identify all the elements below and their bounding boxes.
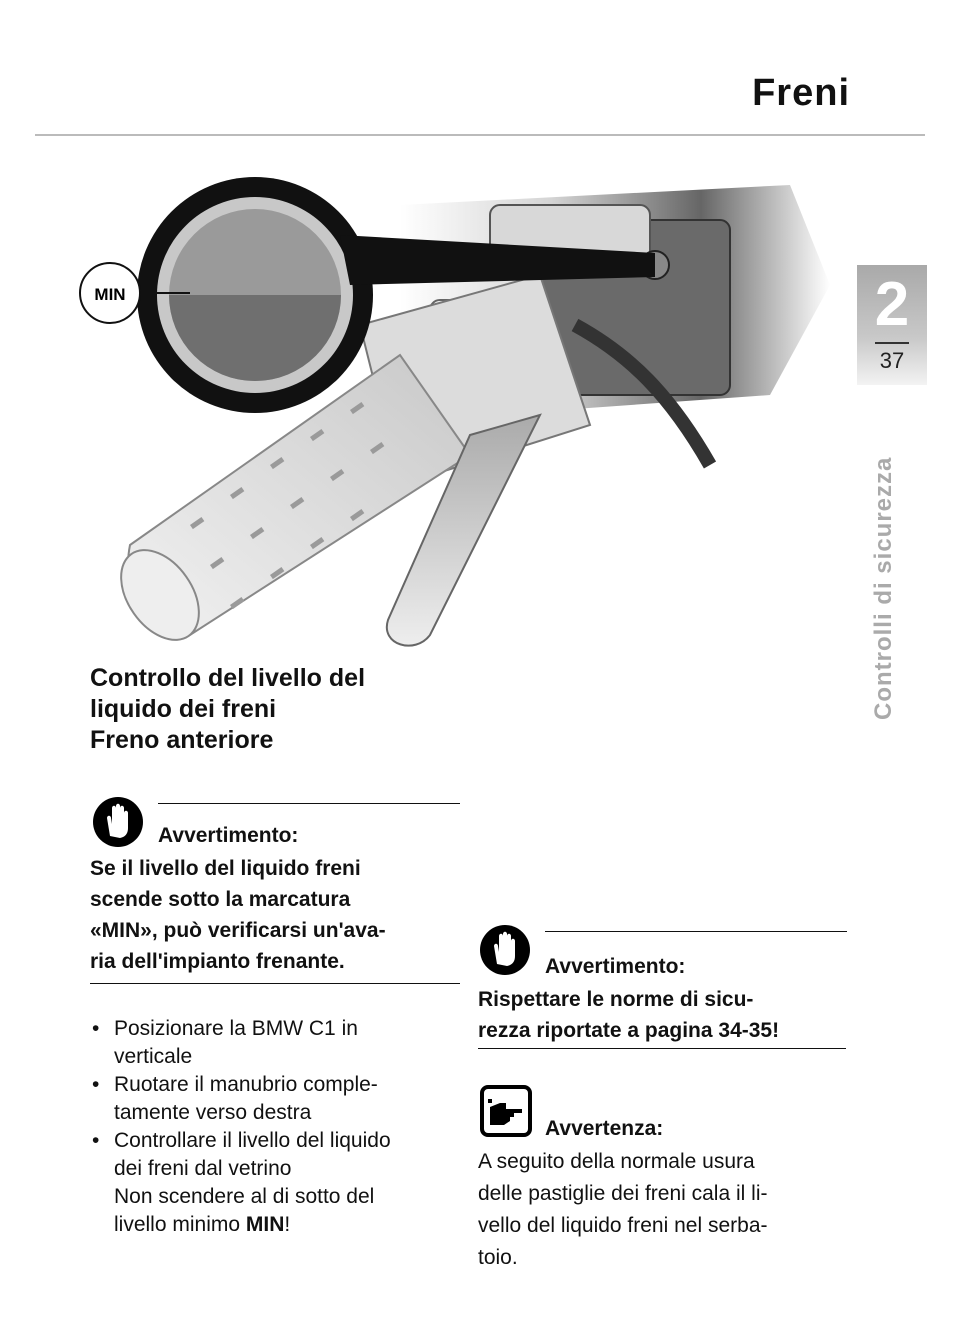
warning-bottom-rule: [478, 1048, 846, 1049]
note-pointing-hand-icon: [480, 1085, 532, 1137]
chapter-side-title-text: Controlli di sicurezza: [870, 456, 897, 720]
list-item: [92, 1071, 472, 1127]
warning-text: [90, 853, 470, 977]
steps-list: [92, 1015, 472, 1239]
note-text-line: toio.: [478, 1246, 518, 1269]
warning-text-line: ria dell'impianto frenante.: [90, 950, 345, 973]
header-divider: [35, 134, 925, 136]
section-title-line: liquido dei freni: [90, 695, 277, 723]
step-line: • Ruotare il manubrio comple-: [114, 1073, 378, 1096]
warning-hand-icon: [92, 796, 144, 848]
warning-text: [478, 984, 858, 1046]
list-item: [92, 1127, 472, 1239]
warning-top-rule: [158, 803, 460, 804]
section-title-line: Controllo del livello del: [90, 664, 366, 692]
step-line: Non scendere al di sotto del: [114, 1185, 375, 1208]
note-label: Avvertenza:: [545, 1117, 664, 1140]
step-bold-text: MIN: [245, 1213, 285, 1236]
page-number: 37: [879, 348, 905, 373]
warning-text-line: «MIN», può verificarsi un'ava-: [90, 919, 386, 942]
step-line: verticale: [114, 1045, 193, 1068]
note-text: [478, 1146, 858, 1274]
warning-hand-icon: [479, 924, 531, 976]
warning-top-rule: [545, 931, 847, 932]
warning-text-line: rezza riportate a pagina 34-35!: [478, 1019, 780, 1042]
note-text-line: vello del liquido freni nel serba-: [478, 1214, 768, 1237]
warning-text-line: Se il livello del liquido freni: [90, 857, 361, 880]
note-text-line: delle pastiglie dei freni cala il li-: [478, 1182, 768, 1205]
section-title: [90, 663, 470, 756]
min-callout-label: MIN: [94, 285, 126, 304]
warning-label: Avvertimento:: [158, 824, 299, 847]
brake-reservoir-illustration: [70, 165, 850, 665]
list-item: [92, 1015, 472, 1071]
step-text: !: [284, 1213, 291, 1236]
warning-bottom-rule: [90, 983, 460, 984]
page-title: Freni: [752, 72, 850, 114]
warning-text-line: Rispettare le norme di sicu-: [478, 988, 754, 1011]
step-line: tamente verso destra: [114, 1101, 312, 1124]
note-text-line: A seguito della normale usura: [478, 1150, 755, 1173]
step-line: • Posizionare la BMW C1 in: [114, 1017, 358, 1040]
warning-label: Avvertimento:: [545, 955, 686, 978]
step-line: dei freni dal vetrino: [114, 1157, 292, 1180]
step-text: livello minimo: [114, 1213, 246, 1236]
chapter-number: 2: [874, 270, 910, 339]
step-line: [114, 1211, 472, 1239]
chapter-divider: [875, 342, 909, 344]
section-title-line: Freno anteriore: [90, 726, 274, 754]
step-line: • Controllare il livello del liquido: [114, 1129, 391, 1152]
warning-text-line: scende sotto la marcatura: [90, 888, 351, 911]
